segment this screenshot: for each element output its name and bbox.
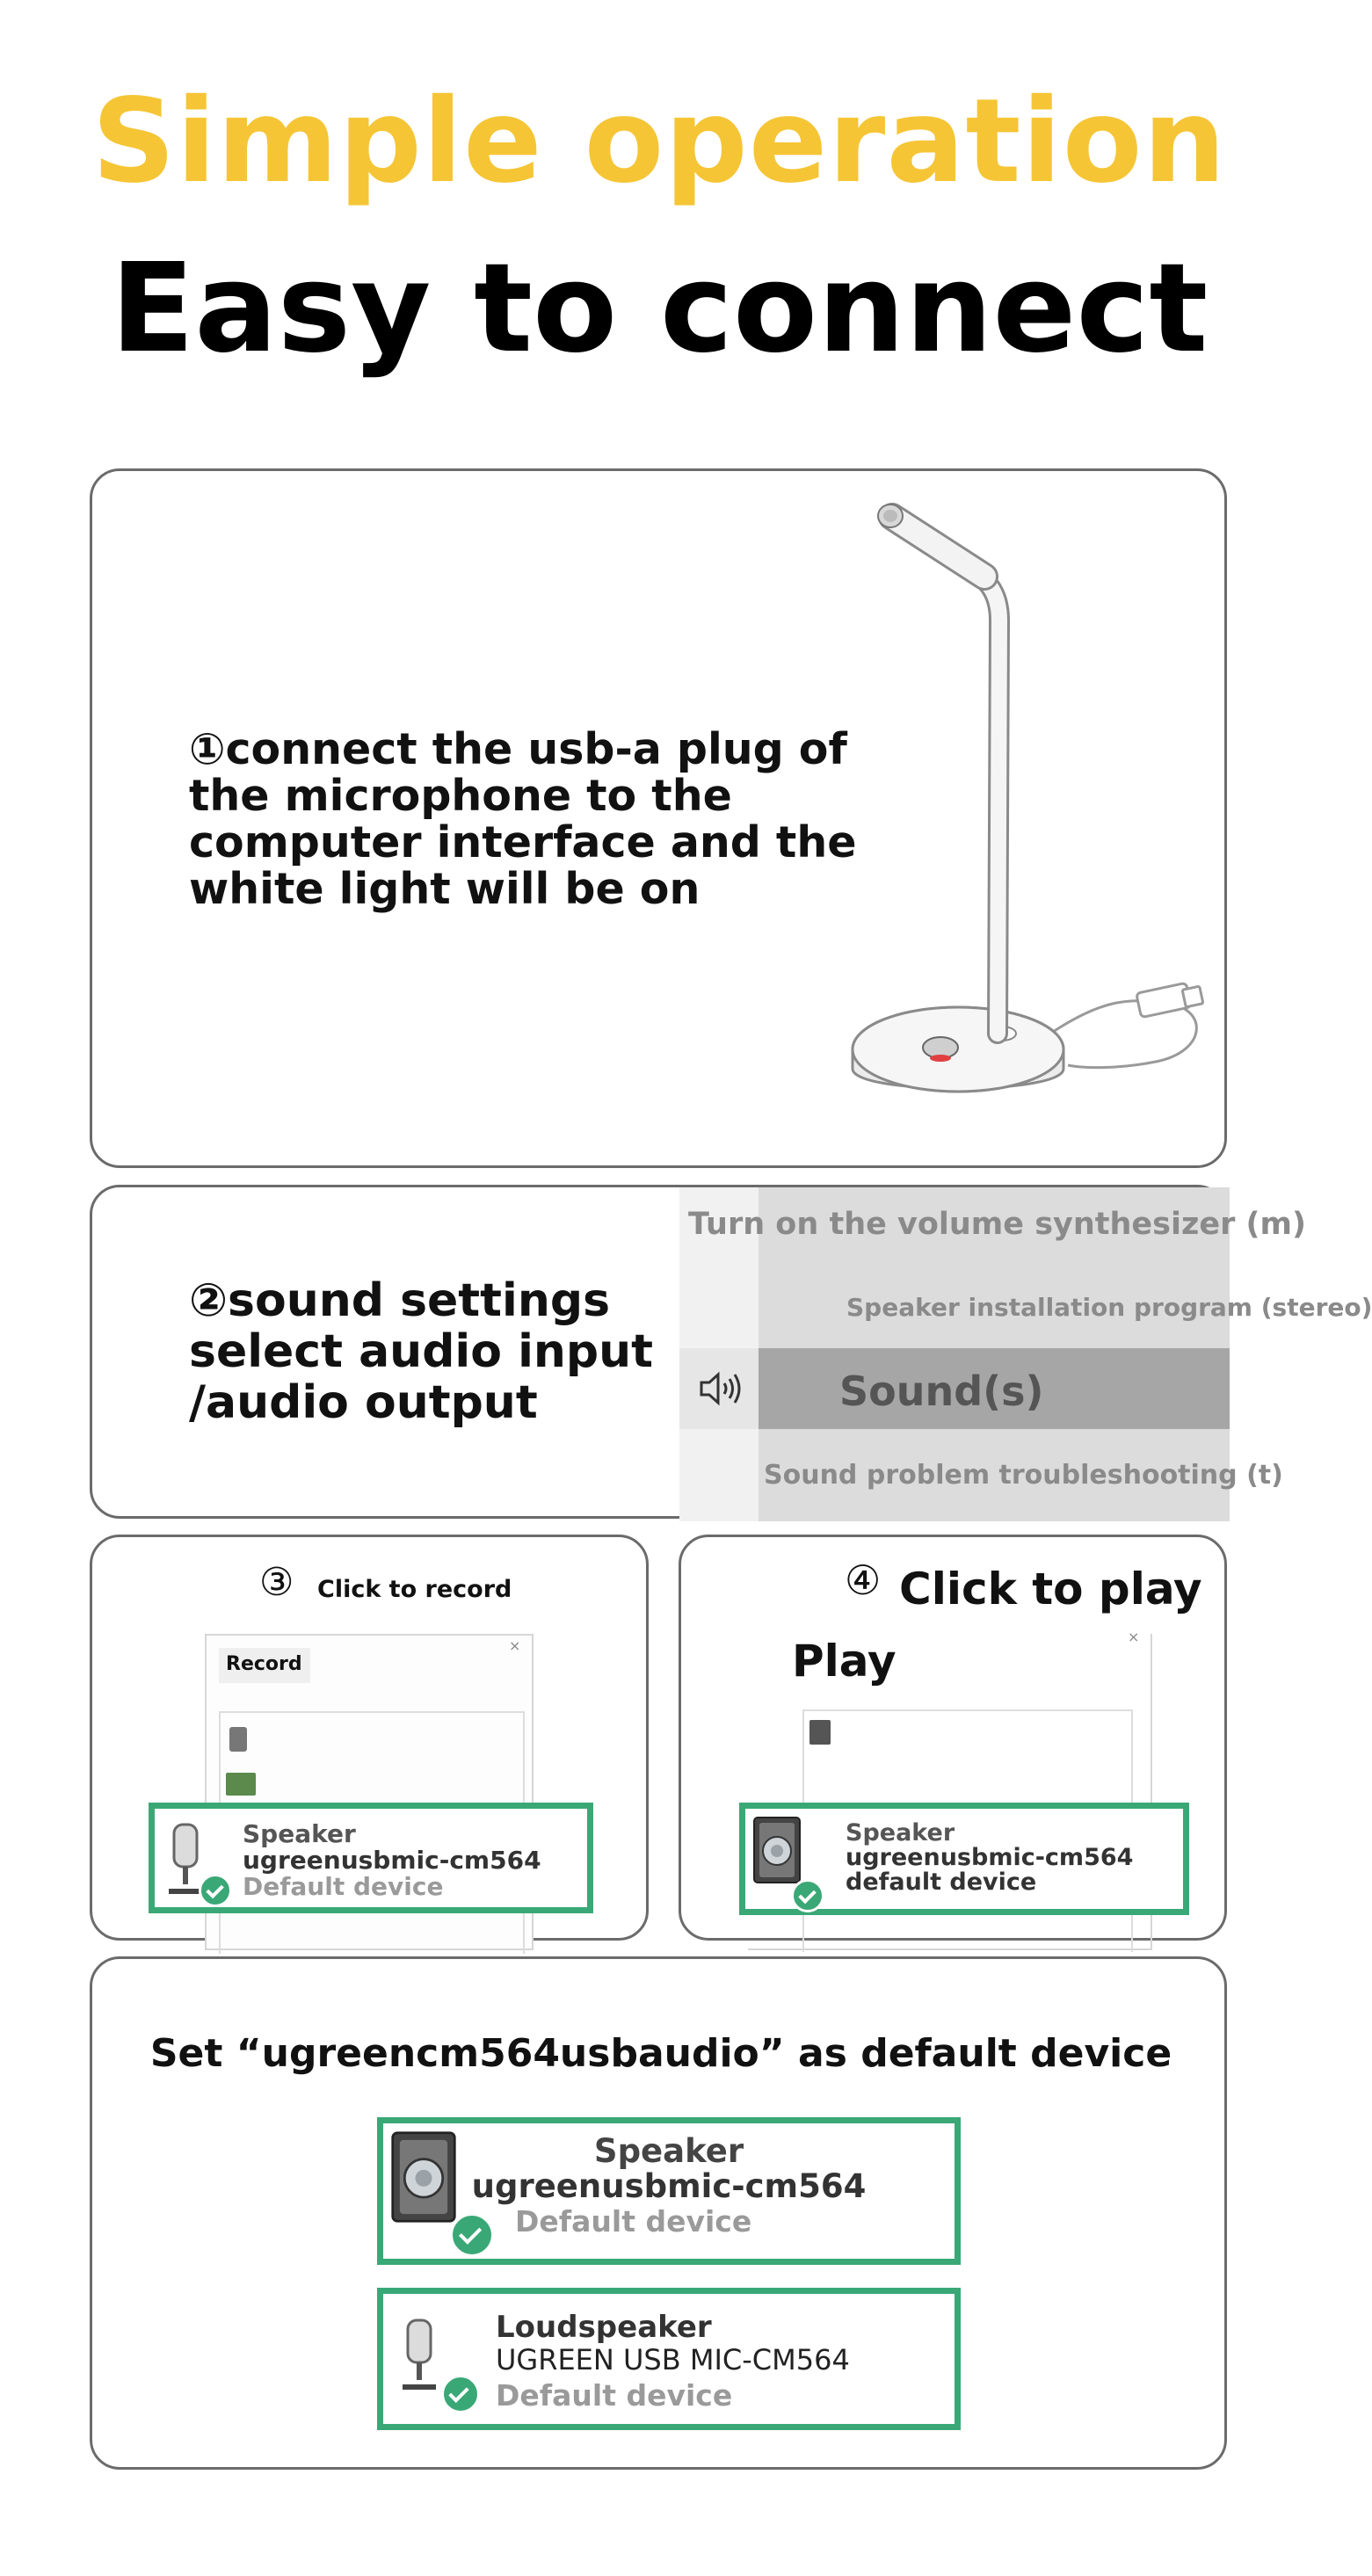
menu-item-sounds[interactable]: Sound(s) bbox=[839, 1368, 1044, 1415]
step2-text bbox=[189, 1275, 681, 1428]
step3-default-device-box[interactable] bbox=[149, 1803, 593, 1913]
step5-speaker-line2: ugreenusbmic-cm564 bbox=[471, 2167, 867, 2205]
headline-easy-to-connect: Easy to connect bbox=[110, 237, 1209, 381]
speaker-device-icon bbox=[752, 1816, 802, 1884]
step3-device-line1: Speaker bbox=[243, 1819, 356, 1848]
step3-label: Click to record bbox=[317, 1576, 512, 1603]
step4-device-line1: Speaker bbox=[846, 1819, 955, 1847]
record-tab[interactable] bbox=[219, 1648, 310, 1683]
step5-loudspeaker-box[interactable] bbox=[377, 2288, 961, 2430]
step5-speaker-line1: Speaker bbox=[593, 2132, 744, 2170]
step4-label: Click to play bbox=[899, 1564, 1202, 1615]
list-device-icon-2 bbox=[226, 1773, 256, 1796]
step3-device-line3: Default device bbox=[243, 1872, 444, 1901]
record-window-close[interactable]: × bbox=[509, 1637, 521, 1654]
check-icon bbox=[441, 2375, 480, 2413]
speaker-volume-icon-cell bbox=[679, 1348, 759, 1429]
step4-card bbox=[679, 1535, 1227, 1941]
sound-context-menu bbox=[679, 1187, 1372, 1521]
step5-title: Set “ugreencm564usbaudio” as default device bbox=[149, 2031, 1172, 2076]
step2-line-3: /audio output bbox=[189, 1376, 538, 1429]
microphone-device-icon bbox=[397, 2308, 439, 2399]
step4-number: ④ bbox=[845, 1556, 882, 1604]
check-icon bbox=[791, 1879, 824, 1912]
step4-device-line3: default device bbox=[846, 1869, 1037, 1896]
menu-item-speaker-setup[interactable]: Speaker installation program (stereo) bbox=[846, 1293, 1372, 1322]
step1-card bbox=[90, 468, 1227, 1168]
step5-speaker-box[interactable] bbox=[377, 2117, 961, 2265]
headline-simple-operation: Simple operation bbox=[91, 74, 1227, 209]
step5-loudspeaker-line3: Default device bbox=[496, 2378, 733, 2413]
step3-card bbox=[90, 1535, 649, 1941]
record-tab-label: Record bbox=[226, 1653, 302, 1675]
check-icon bbox=[450, 2213, 494, 2257]
list-speaker-icon bbox=[809, 1720, 831, 1745]
step5-loudspeaker-line1: Loudspeaker bbox=[496, 2310, 712, 2345]
step2-card bbox=[90, 1185, 1372, 1519]
step4-default-device-box[interactable] bbox=[739, 1803, 1189, 1915]
step3-number: ③ bbox=[259, 1560, 294, 1605]
play-window-close[interactable]: × bbox=[1128, 1629, 1140, 1645]
step2-line-2: select audio input bbox=[189, 1325, 654, 1378]
step5-card bbox=[90, 1956, 1227, 2470]
step5-loudspeaker-line2: UGREEN USB MIC-CM564 bbox=[496, 2343, 850, 2376]
menu-item-troubleshoot[interactable]: Sound problem troubleshooting (t) bbox=[764, 1460, 1283, 1491]
step3-device-line2: ugreenusbmic-cm564 bbox=[243, 1846, 541, 1875]
step5-speaker-line3: Default device bbox=[515, 2204, 752, 2239]
microphone-product-image bbox=[751, 506, 1209, 1157]
step2-line-1: ②sound settings bbox=[189, 1274, 611, 1327]
step1-text: ①connect the usb-a plug of the microphone to the computer interface and the white light will be on bbox=[189, 724, 857, 914]
menu-item-volume-mixer[interactable]: Turn on the volume synthesizer (m) bbox=[688, 1207, 1306, 1242]
check-icon bbox=[199, 1874, 232, 1907]
list-device-icon-1 bbox=[229, 1727, 247, 1752]
step4-device-line2: ugreenusbmic-cm564 bbox=[846, 1844, 1134, 1871]
speaker-volume-icon bbox=[699, 1371, 744, 1406]
play-tab-label[interactable]: Play bbox=[792, 1636, 897, 1687]
